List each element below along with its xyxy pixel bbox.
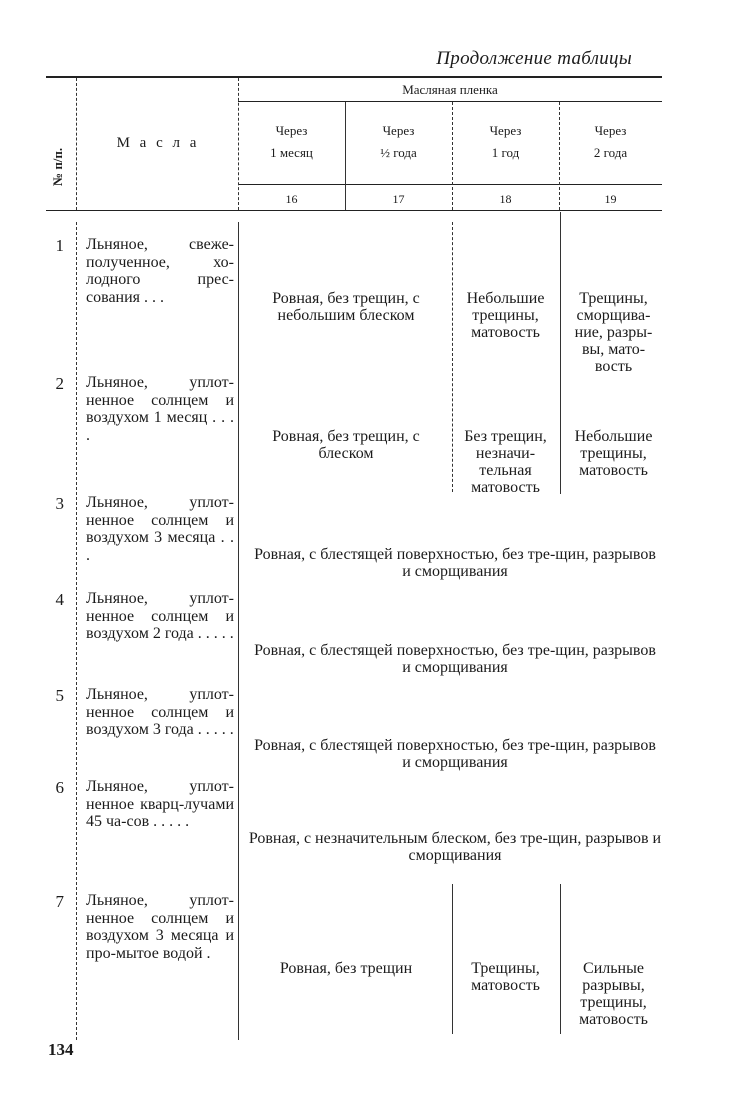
body-divider-num — [76, 222, 77, 1040]
oil-name: Льняное, уплот-ненное солнцем и воздухом 3 месяца и про-мытое водой . — [86, 892, 234, 962]
result-months: Ровная, без трещин — [279, 960, 413, 977]
result-1-year: Без трещин, незначи-тельная матовость — [464, 428, 547, 496]
col-19-number: 19 — [604, 192, 617, 206]
result-1-year: Трещины, матовость — [471, 960, 540, 994]
result-months: Ровная, без трещин, с небольшим блеском — [272, 290, 420, 324]
col-16-header: Через 1 месяц — [270, 123, 313, 160]
oil-name: Льняное, уплот-ненное солнцем и воздухом 3 месяца . . . — [86, 494, 234, 564]
row-number: 7 — [55, 892, 64, 911]
oils-column-header: М а с л а — [116, 135, 200, 151]
table-top-rule — [46, 76, 662, 78]
col-16-number: 16 — [285, 192, 298, 206]
col-18-header: Через 1 год — [489, 123, 522, 160]
oil-name: Льняное, уплот-ненное солнцем и воздухом 3 года . . . . . — [86, 686, 234, 738]
row-number: 5 — [55, 686, 64, 705]
result-span: Ровная, с блестящей поверхностью, без тре-щин, разрывов и сморщивания — [254, 737, 656, 771]
result-2-years: Небольшие трещины, матовость — [574, 428, 653, 479]
row-number: 6 — [55, 778, 64, 797]
body-divider-19-row7 — [560, 884, 561, 1034]
oil-name: Льняное, уплот-ненное солнцем и воздухом 2 года . . . . . — [86, 590, 234, 642]
row-number: 2 — [55, 374, 64, 393]
col-18-number: 18 — [499, 192, 512, 206]
row-number: 3 — [55, 494, 64, 513]
row-number: 1 — [55, 236, 64, 255]
page-number: 134 — [48, 1040, 74, 1059]
body-divider-18-row7 — [452, 884, 453, 1034]
oil-name: Льняное, уплот-ненное кварц-лучами 45 ча-сов . . . . . — [86, 778, 234, 830]
group-header-rule — [238, 101, 662, 102]
header-bottom-rule — [46, 210, 662, 211]
body-divider-19-row1 — [560, 212, 561, 494]
col-17-header: Через ½ года — [380, 123, 417, 160]
group-header: Масляная пленка — [402, 82, 498, 97]
col-19-header: Через 2 года — [593, 123, 628, 160]
result-2-years: Трещины, сморщива-ние, разры-вы, мато-вость — [574, 290, 653, 375]
continuation-label: Продолжение таблицы — [436, 48, 632, 69]
subheader-rule — [238, 184, 662, 185]
body-divider-18-row1 — [452, 222, 453, 492]
result-span: Ровная, с блестящей поверхностью, без тре-щин, разрывов и сморщивания — [254, 546, 656, 580]
oil-name: Льняное, свеже-полученное, хо-лодного прес-сования . . . — [86, 236, 234, 306]
result-span: Ровная, с незначительным блеском, без тре-щин, разрывов и сморщивания — [248, 830, 662, 864]
result-months: Ровная, без трещин, с блеском — [272, 428, 420, 462]
col-17-number: 17 — [392, 192, 405, 206]
number-column-header: № п/п. — [50, 147, 65, 186]
row-number: 4 — [55, 590, 64, 609]
result-span: Ровная, с блестящей поверхностью, без тре-щин, разрывов и сморщивания — [254, 642, 656, 676]
result-2-years: Сильные разрывы, трещины, матовость — [579, 960, 648, 1028]
header-divider-num — [76, 78, 77, 210]
body-divider-oils — [238, 222, 239, 1040]
result-1-year: Небольшие трещины, матовость — [466, 290, 545, 341]
oil-name: Льняное, уплот-ненное солнцем и воздухом 1 месяц . . . . — [86, 374, 234, 444]
